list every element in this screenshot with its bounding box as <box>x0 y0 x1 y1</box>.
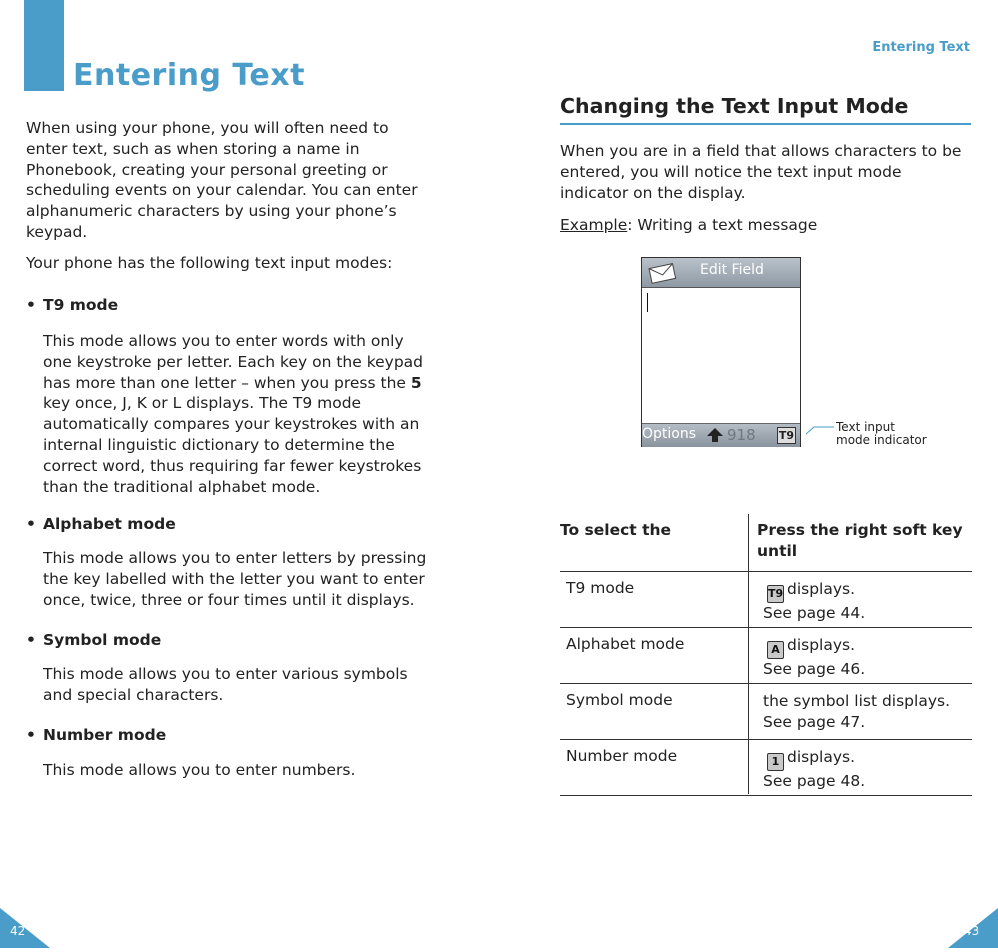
mode-title-t9: • T9 mode <box>26 296 119 314</box>
section-intro-paragraph: When you are in a field that allows characters to be entered, you will notice the text input mode indicator on the display. <box>560 142 962 202</box>
section-divider <box>560 123 971 125</box>
options-softkey[interactable]: Options <box>642 426 697 442</box>
text-cursor <box>647 293 648 312</box>
t9-mode-icon: T9 <box>767 585 784 603</box>
mode-title-alphabet: • Alphabet mode <box>26 515 176 533</box>
alphabet-mode-icon: A <box>767 641 784 659</box>
mode-body-symbol: This mode allows you to enter various symbols and special characters. <box>43 665 408 704</box>
table-row: Symbol mode the symbol list displays. See page 47. <box>560 684 972 740</box>
modes-intro-paragraph: Your phone has the following text input modes: <box>26 254 393 272</box>
page-number-left: 42 <box>0 908 50 948</box>
text-input-mode-indicator: T9 <box>778 429 795 442</box>
bullet-icon: • <box>26 631 36 649</box>
table-row: Number mode 1 displays. See page 48. <box>560 740 972 796</box>
table-header-col2: Press the right soft key until <box>757 521 963 560</box>
mode-selection-table <box>560 514 972 796</box>
page-number-right: 43 <box>948 908 998 948</box>
table-header <box>560 514 972 572</box>
mode-body-t9: This mode allows you to enter words with only one keystroke per letter. Each key on the keypad has more than one letter – when you press the 5 key once, J, K or L displays. The T9 mode automatically compares your keystrokes with an internal linguistic dictionary to determine the correct word, thus requiring far fewer keystrokes than the traditional alphabet mode. <box>43 332 423 496</box>
section-title: Changing the Text Input Mode <box>560 94 909 118</box>
table-header-col1: To select the <box>560 521 672 539</box>
bullet-icon: • <box>26 296 36 314</box>
screen-title-bar: Edit Field <box>642 258 800 288</box>
mode-title-symbol: • Symbol mode <box>26 631 162 649</box>
bullet-icon: • <box>26 515 36 533</box>
phone-screen-illustration <box>641 257 801 447</box>
character-counter: 918 <box>727 426 756 444</box>
mode-title-number: • Number mode <box>26 726 167 744</box>
screen-softkey-bar <box>642 423 800 447</box>
mode-body-number: This mode allows you to enter numbers. <box>43 761 356 779</box>
callout-label: Text input mode indicator <box>836 420 927 447</box>
number-mode-icon: 1 <box>767 753 784 771</box>
running-head: Entering Text <box>872 40 970 55</box>
chapter-title-bar <box>24 0 64 91</box>
envelope-icon <box>647 260 677 284</box>
intro-paragraph: When using your phone, you will often need to enter text, such as when storing a name in Phonebook, creating your personal greeting or scheduling events on your calendar. You can enter alphanumeric characters by using your phone’s keypad. <box>26 119 418 241</box>
table-row: Alphabet mode A displays. See page 46. <box>560 628 972 684</box>
example-line: Example: Writing a text message <box>560 216 818 234</box>
mode-body-alphabet: This mode allows you to enter letters by pressing the key labelled with the letter you want to enter once, twice, three or four times until it displays. <box>43 549 427 609</box>
chapter-title: Entering Text <box>73 58 305 93</box>
callout-line <box>806 421 834 435</box>
shift-arrow-icon <box>706 427 724 443</box>
bullet-icon: • <box>26 726 36 744</box>
table-row: T9 mode T9 displays. See page 44. <box>560 572 972 628</box>
